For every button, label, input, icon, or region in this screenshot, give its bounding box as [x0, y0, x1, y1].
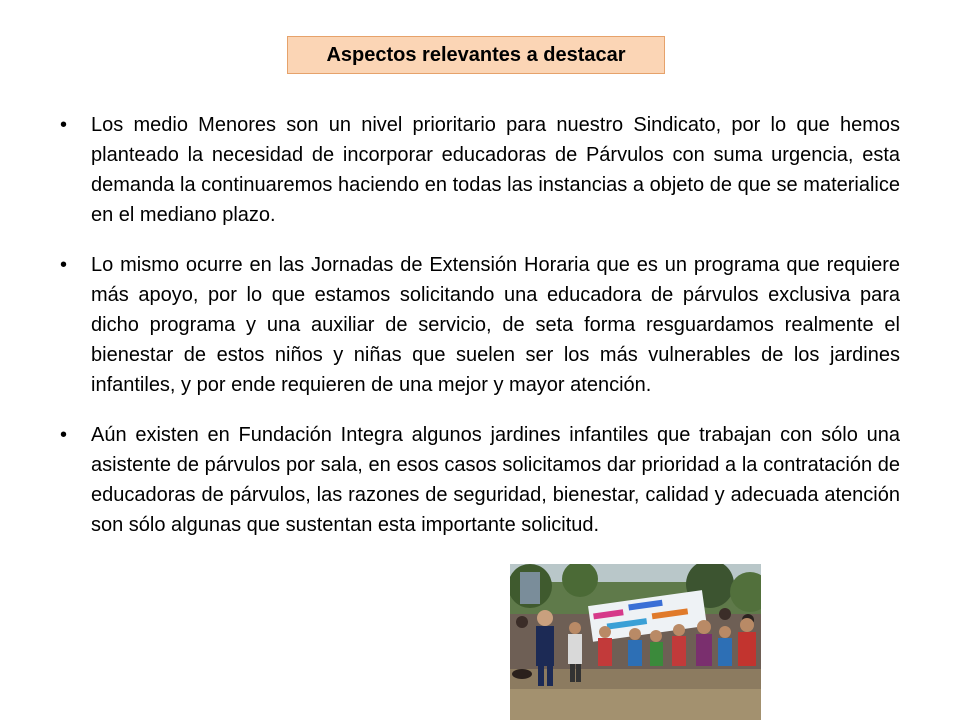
parade-photo-illustration [510, 564, 761, 720]
bullet-text: Los medio Menores son un nivel prioritario para nuestro Sindicato, por lo que hemos planteado la necesidad de incorporar educadoras de Párvulos con suma urgencia, esta demanda la continuaremos haciendo en todas las instancias a objeto de que se materialice en el mediano plazo. [91, 114, 900, 226]
slide-title: Aspectos relevantes a destacar [287, 36, 665, 74]
bullet-text: Aún existen en Fundación Integra algunos jardines infantiles que trabajan con sólo una asistente de párvulos por sala, en esos casos solicitamos dar prioridad a la contratación de educadoras de párvulos, las razones de seguridad, bienestar, calidad y adecuada atención son sólo algunas que sustentan esta importante solicitud. [91, 424, 900, 536]
bullet-dot: • [60, 254, 68, 276]
bullet-dot: • [60, 424, 68, 446]
bullet-item [60, 110, 900, 230]
bullet-item [60, 420, 900, 540]
bullet-text: Lo mismo ocurre en las Jornadas de Extensión Horaria que es un programa que requiere más apoyo, por lo que estamos solicitando una educadora de párvulos exclusiva para dicho programa y una auxiliar de servicio, de seta forma resguardamos realmente el bienestar de estos niños y niñas que suelen ser los más vulnerables de los jardines infantiles, y por ende requieren de una mejor y mayor atención. [91, 254, 900, 396]
bullet-list [60, 110, 900, 560]
bullet-item [60, 250, 900, 400]
parade-photo [510, 564, 761, 720]
bullet-dot: • [60, 114, 68, 136]
